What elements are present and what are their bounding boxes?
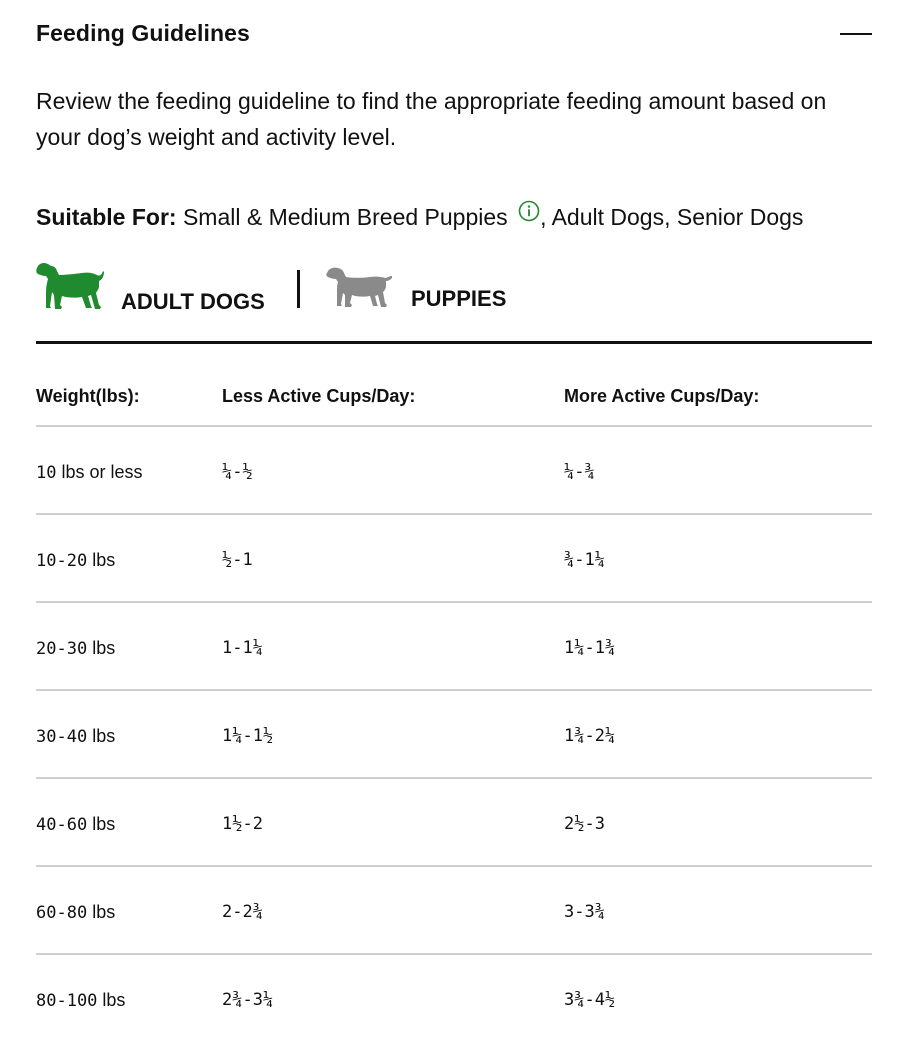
weight-unit: lbs: [87, 814, 116, 834]
dog-type-tabs: [36, 258, 872, 342]
info-icon[interactable]: [518, 200, 540, 222]
less-active-cell: ½-1: [222, 550, 253, 570]
more-active-cell: 3-3¾: [564, 902, 605, 922]
header-less-active: Less Active Cups/Day:: [222, 386, 416, 406]
puppy-icon: [326, 266, 392, 308]
header-weight: Weight(lbs):: [36, 386, 140, 406]
suitable-for-first: Small & Medium Breed Puppies: [182, 204, 508, 230]
weight-cell: [36, 462, 143, 483]
dog-icon: [36, 262, 104, 310]
feeding-guidelines-header[interactable]: [36, 18, 872, 50]
weight-value: 60-80: [36, 903, 88, 923]
tab-divider: [297, 270, 300, 308]
more-active-cell: 1¾-2¼: [564, 726, 616, 746]
tab-puppies[interactable]: [326, 258, 566, 342]
table-row: [36, 955, 872, 1041]
more-active-cell: 2½-3: [564, 814, 605, 834]
weight-value: 80-100: [36, 991, 98, 1011]
weight-cell: [36, 814, 115, 835]
tab-adult-dogs[interactable]: [36, 258, 286, 342]
feeding-table: [36, 356, 872, 1041]
less-active-cell: 1-1¼: [222, 638, 263, 658]
table-row: [36, 515, 872, 603]
suitable-for-label: Suitable For:: [36, 204, 177, 230]
suitable-for-line: [36, 200, 876, 234]
more-active-cell: 1¼-1¾: [564, 638, 616, 658]
less-active-cell: 1½-2: [222, 814, 263, 834]
less-active-cell: 2¾-3¼: [222, 990, 274, 1010]
weight-value: 20-30: [36, 639, 88, 659]
more-active-cell: 3¾-4½: [564, 990, 616, 1010]
intro-text: Review the feeding guideline to find the appropriate feeding amount based on your dog’s weight and activity level.: [36, 88, 827, 150]
less-active-cell: 1¼-1½: [222, 726, 274, 746]
tab-adult-dogs-label: ADULT DOGS: [121, 289, 265, 314]
weight-unit: lbs: [87, 638, 116, 658]
weight-unit: lbs: [87, 902, 116, 922]
weight-value: 10-20: [36, 551, 88, 571]
tabs-underline: [36, 341, 872, 344]
more-active-cell: ¼-¾: [564, 462, 595, 482]
weight-cell: [36, 638, 115, 659]
weight-cell: [36, 726, 115, 747]
collapse-toggle-button[interactable]: [840, 18, 872, 50]
weight-value: 10: [36, 463, 57, 483]
weight-value: 40-60: [36, 815, 88, 835]
weight-unit: lbs or less: [56, 462, 143, 482]
weight-cell: [36, 902, 115, 923]
header-more-active: More Active Cups/Day:: [564, 386, 760, 406]
table-header: [36, 356, 872, 427]
less-active-cell: ¼-½: [222, 462, 253, 482]
weight-value: 30-40: [36, 727, 88, 747]
weight-unit: lbs: [87, 726, 116, 746]
weight-cell: [36, 550, 115, 571]
weight-unit: lbs: [97, 990, 126, 1010]
table-row: [36, 691, 872, 779]
table-row: [36, 779, 872, 867]
less-active-cell: 2-2¾: [222, 902, 263, 922]
section-title: Feeding Guidelines: [36, 20, 250, 46]
weight-cell: [36, 990, 125, 1011]
table-row: [36, 603, 872, 691]
weight-unit: lbs: [87, 550, 116, 570]
suitable-for-rest: , Adult Dogs, Senior Dogs: [540, 204, 804, 230]
minus-icon: [840, 33, 872, 35]
tab-puppies-label: PUPPIES: [411, 286, 507, 311]
more-active-cell: ¾-1¼: [564, 550, 605, 570]
table-row: [36, 427, 872, 515]
table-row: [36, 867, 872, 955]
